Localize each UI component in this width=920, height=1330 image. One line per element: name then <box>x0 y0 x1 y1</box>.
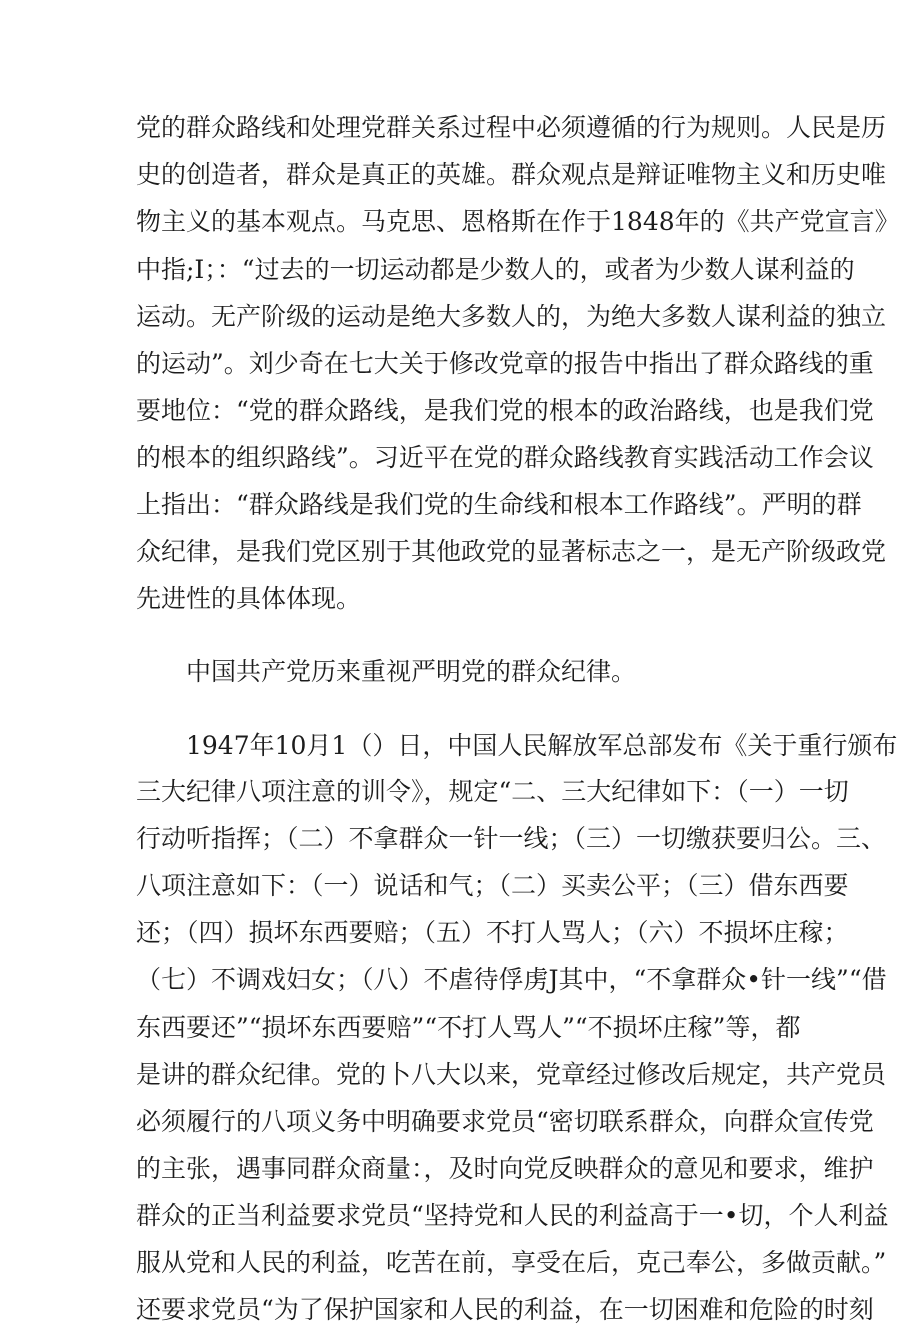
text-line: 必须履行的八项义务中明确要求党员“密切联系群众，向群众宣传党 <box>136 1107 874 1136</box>
text-line: 中国共产党历来重视严明党的群众纪律。 <box>186 657 637 686</box>
text-line: 还；（四）损坏东西要赔；（五）不打人骂人；（六）不损坏庄稼； <box>136 918 849 947</box>
text-line: 的运动”。刘少奇在七大关于修改党章的报告中指出了群众路线的重 <box>136 349 874 378</box>
text-line: 群众的正当利益要求党员“坚持党和人民的利益高于一•切，个人利益 <box>136 1201 889 1230</box>
text-line: 还要求党员“为了保护国家和人民的利益，在一切困难和危险的时刻 <box>136 1295 874 1324</box>
text-line: 上指出：“群众路线是我们党的生命线和根本工作路线”。严明的群 <box>136 490 862 519</box>
text-line: 中指;I；：“过去的一切运动都是少数人的，或者为少数人谋利益的 <box>136 255 855 284</box>
text-line: 八项注意如下：（一）说话和气；（二）买卖公平；（三）借东西要 <box>136 871 849 900</box>
text-line: 三大纪律八项注意的训令》，规定“二、三大纪律如下：（一）一切 <box>136 777 849 806</box>
text-line: 党的群众路线和处理党群关系过程中必须遵循的行为规则。人民是历 <box>136 113 887 142</box>
text-line: （七）不调戏妇女；（八）不虐待俘虏J其中，“不拿群众•针一线”“借 <box>136 965 887 994</box>
text-line: 东西要还”“损坏东西要赔”“不打人骂人”“不损坏庄稼”等，都 <box>136 1013 801 1042</box>
text-line: 的主张，遇事同群众商量：，及时向党反映群众的意见和要求，维护 <box>136 1154 874 1183</box>
text-line: 物主义的基本观点。马克思、恩格斯在作于1848年的《共产党宣言》 <box>136 207 900 236</box>
text-line: 众纪律，是我们党区别于其他政党的显著标志之一，是无产阶级政党 <box>136 537 887 566</box>
text-line: 要地位：“党的群众路线，是我们党的根本的政治路线，也是我们党 <box>136 396 874 425</box>
text-line: 运动。无产阶级的运动是绝大多数人的，为绝大多数人谋利益的独立 <box>136 302 887 331</box>
text-line: 的根本的组织路线”。习近平在党的群众路线教育实践活动工作会议 <box>136 443 874 472</box>
text-line: 行动听指挥；（二）不拿群众一针一线；（三）一切缴获要归公。三、 <box>136 824 887 853</box>
text-line: 服从党和人民的利益，吃苦在前，享受在后，克己奉公，多做贡献。” <box>136 1248 887 1277</box>
text-line: 先进性的具体体现。 <box>136 584 362 613</box>
text-line: 史的创造者，群众是真正的英雄。群众观点是辩证唯物主义和历史唯 <box>136 160 887 189</box>
text-line: 是讲的群众纪律。党的卜八大以来，党章经过修改后规定，共产党员 <box>136 1060 887 1089</box>
text-line: 1947年10月1（）日，中国人民解放军总部发布《关于重行颁布 <box>186 731 898 760</box>
